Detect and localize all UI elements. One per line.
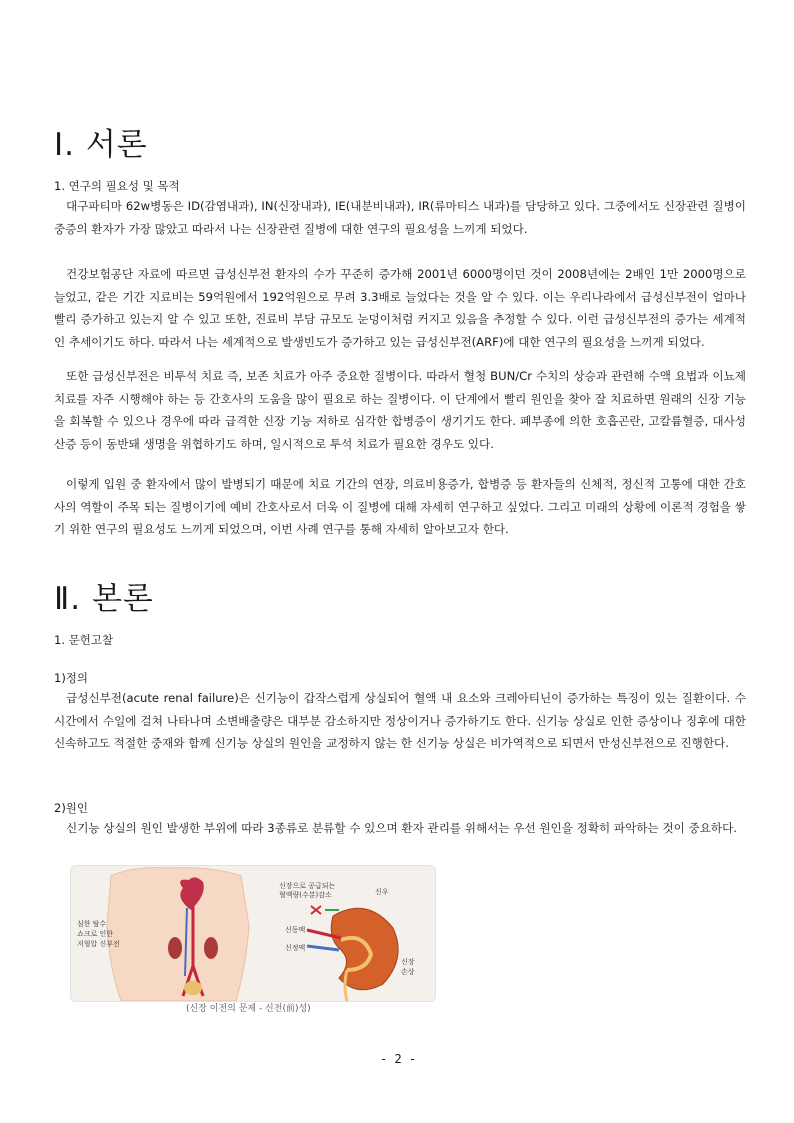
section2-subheading: 1. 문헌고찰 — [54, 633, 114, 647]
intro-paragraph-3: 또한 급성신부전은 비투석 치료 즉, 보존 치료가 아주 중요한 질병이다. 따라서 혈청 BUN/Cr 수치의 상승과 관련해 수액 요법과 이뇨제 치료를 자주 시행해야 하는 등 간호사의 도움을 많이 필요로 하는 질병이다. 이 단계에서 빨리 원인을 찾아 잘 치료하면 원래의 신장 기능을 회복할 수 있으나 경우에 따라 급격한 신장 기능 저하로 심각한 합병증이 생기기도 한다. 폐부종에 의한 호흡곤란, 고칼륨혈증, 대사성산증 등이 동반돼 생명을 위협하기도 하며, 일시적으로 투석 치료가 필요한 경우도 있다. — [54, 369, 746, 451]
section2-heading: Ⅱ. 본론 — [54, 581, 154, 617]
torso-shape — [107, 868, 249, 1001]
figure-caption: (신장 이전의 문제 - 신전(前)성) — [186, 1004, 311, 1014]
left-kidney-shape — [168, 937, 182, 959]
kidney-illustration — [70, 865, 436, 1002]
cause-paragraph: 신기능 상실의 원인 발생한 부위에 따라 3종류로 분류할 수 있으며 환자 관리를 위해서는 우선 원인을 정확히 파악하는 것이 중요하다. — [66, 821, 737, 835]
definition-title: 1)정의 — [54, 671, 89, 685]
bladder-shape — [184, 981, 202, 995]
label-left-2: 쇼크로 인한 — [77, 930, 114, 938]
label-kidney: 신우 — [375, 888, 389, 896]
intro-paragraph-1: 대구파티마 62w병동은 ID(감염내과), IN(신장내과), IE(내분비내과), IR(류마티스 내과)를 담당하고 있다. 그중에서도 신장관련 질병이 중증의 환자가 가장 많았고 따라서 나는 신장관련 질병에 대한 연구의 필요성을 느끼게 되었다. — [54, 199, 746, 236]
cause-title: 2)원인 — [54, 801, 89, 815]
intro-paragraph-2: 건강보험공단 자료에 따르면 급성신부전 환자의 수가 꾸준히 증가해 2001년 6000명이던 것이 2008년에는 2배인 1만 2000명으로 늘었고, 같은 기간 지료비는 59억원에서 192억원으로 무려 3.3배로 늘었다는 것을 알 수 있다. 이는 우리나라에서 급성신부전이 얼마나 빨리 증가하고 있는지 알 수 있고 또한, 진료비 부담 규모도 눈덩이처럼 커지고 있음을 추정할 수 있다. 이런 급성신부전의 증가는 세계적인 추세이기도 하다. 따라서 나는 세계적으로 발생빈도가 증가하고 있는 급성신부전(ARF)에 대한 연구의 필요성을 느끼게 되었다. — [54, 267, 746, 349]
right-kidney-shape — [204, 937, 218, 959]
page-number: - 2 - — [380, 1052, 417, 1066]
label-top-1: 신장으로 공급되는 — [279, 882, 336, 890]
label-top-2: 혈액량(수분)감소 — [279, 891, 332, 899]
label-damage-1: 신장 — [401, 958, 415, 966]
label-left-1: 심한 탈수 — [77, 920, 107, 928]
kidney-diagram — [71, 866, 435, 1001]
label-damage-2: 손상 — [401, 968, 415, 976]
section1-heading: Ⅰ. 서론 — [54, 127, 148, 163]
intro-paragraph-4: 이렇게 입원 중 환자에서 많이 발병되기 때문에 치료 기간의 연장, 의료비용증가, 합병증 등 환자들의 신체적, 정신적 고통에 대한 간호사의 역할이 주목 되는 질병이기에 예비 간호사로서 더욱 이 질병에 대해 자세히 연구하고 싶었다. 그리고 미래의 상황에 이론적 경험을 쌓기 위한 연구의 필요성도 느끼게 되었으며, 이번 사례 연구를 통해 자세히 알아보고자 한다. — [54, 477, 746, 537]
label-vein: 신정맥 — [285, 944, 306, 952]
label-left-3: 저혈압 신부전 — [77, 940, 120, 948]
label-artery: 신동맥 — [285, 926, 306, 934]
definition-paragraph: 급성신부전(acute renal failure)은 신기능이 갑작스럽게 상실되어 혈액 내 요소와 크레아티닌이 증가하는 특징이 있는 질환이다. 수 시간에서 수일에 걸쳐 나타나며 소변배출량은 대부분 감소하지만 정상이거나 증가하기도 한다. 신기능 상실로 인한 증상이나 징후에 대한 신속하고도 적절한 중재와 함께 신기능 상실의 원인을 교정하지 않는 한 신기능 상실은 비가역적으로 되면서 만성신부전으로 진행한다. — [54, 691, 746, 751]
section1-subheading: 1. 연구의 필요성 및 목적 — [54, 179, 180, 193]
